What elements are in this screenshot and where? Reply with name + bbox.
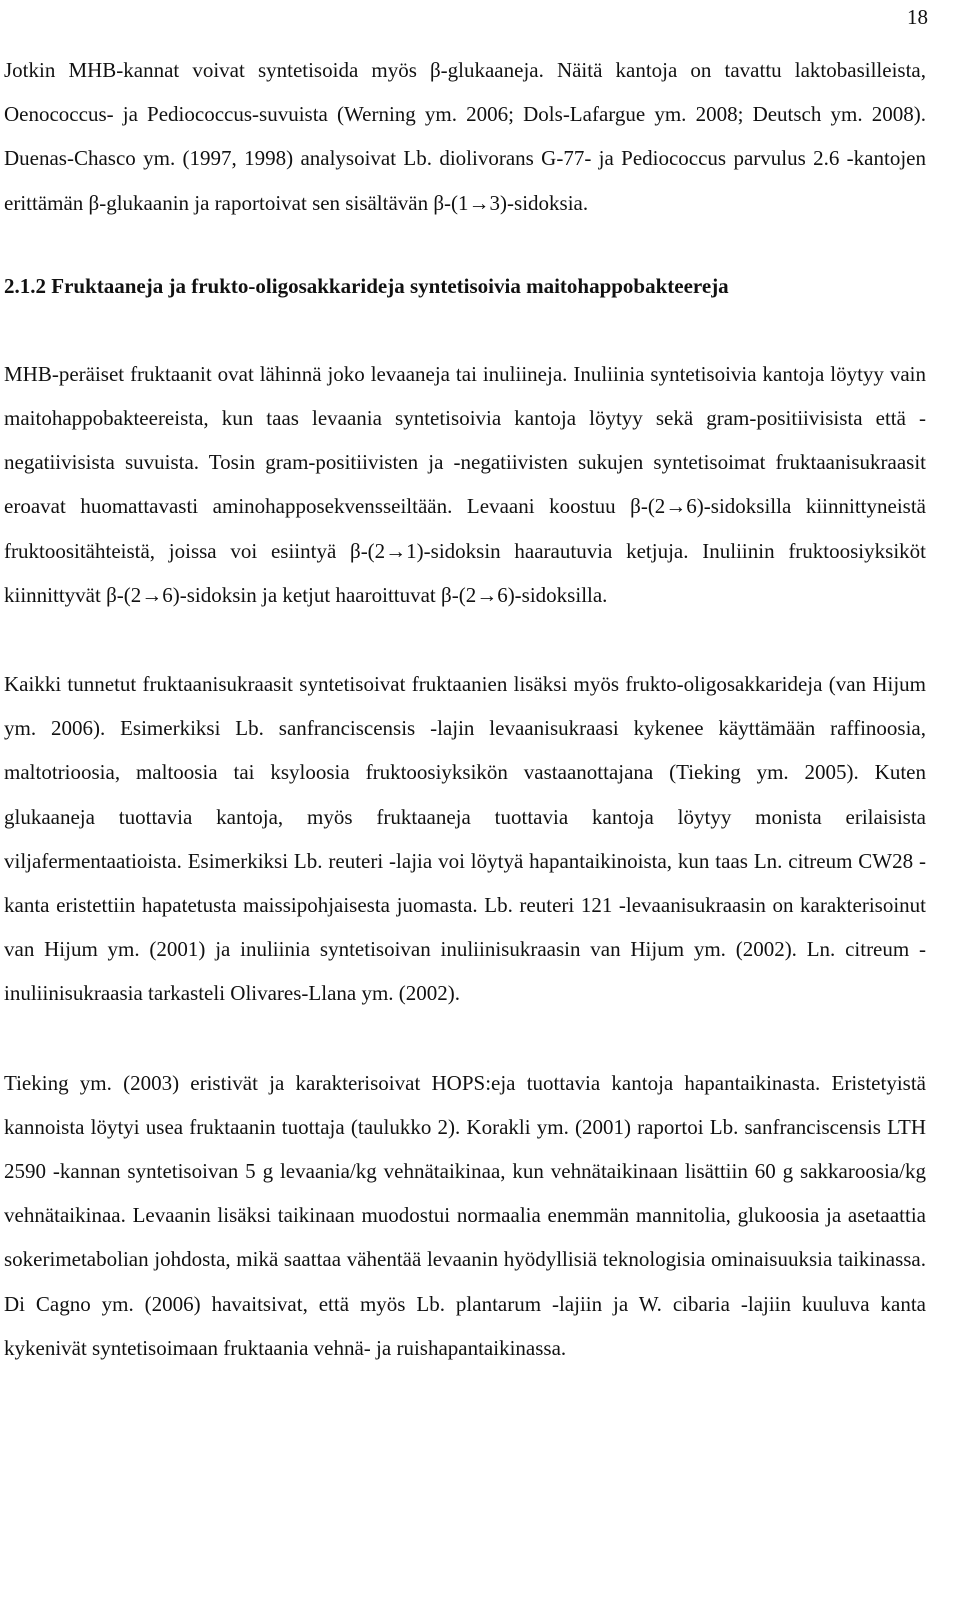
section-heading: 2.1.2 Fruktaaneja ja frukto-oligosakkarideja syntetisoivia maitohappobakteereja [4,273,729,298]
spacer [4,617,926,662]
document-body [4,48,926,1370]
paragraph-fructans: MHB-peräiset fruktaanit ovat lähinnä joko levaaneja tai inuliineja. Inuliinia syntetisoivia kantoja löytyy vain maitohappobakteereista, kun taas levaania syntetisoivia kantoja löytyy sekä gram-positiivisista että -negatiivisista suvuista. Tosin gram-positiivisten ja -negatiivisten sukujen syntetisoimat fruktaanisukraasit eroavat huomattavasti aminohapposekvensseiltään. Levaani koostuu β-(2→6)-sidoksilla kiinnittyneistä fruktoositähteistä, joissa voi esiintyä β-(2→1)-sidoksin haarautuvia ketjuja. Inuliinin fruktoosiyksiköt kiinnittyvät β-(2→6)-sidoksin ja ketjut haaroittuvat β-(2→6)-sidoksilla. [4,361,926,607]
spacer [4,225,926,264]
paragraph-beta-glucans: Jotkin MHB-kannat voivat syntetisoida myös β-glukaaneja. Näitä kantoja on tavattu laktobasilleista, Oenococcus- ja Pediococcus-suvuista (Werning ym. 2006; Dols-Lafargue ym. 2008; Deutsch ym. 2008). Duenas-Chasco ym. (1997, 1998) analysoivat Lb. diolivorans G-77- ja Pediococcus parvulus 2.6 -kantojen erittämän β-glukaanin ja raportoivat sen sisältävän β-(1→3)-sidoksia. [4,58,926,215]
spacer [4,1016,926,1061]
paragraph-fructansucrases: Kaikki tunnetut fruktaanisukraasit syntetisoivat fruktaanien lisäksi myös frukto-oligosakkarideja (van Hijum ym. 2006). Esimerkiksi Lb. sanfranciscensis -lajin levaanisukraasi kykenee käyttämään raffinoosia, maltotrioosia, maltoosia tai ksyloosia fruktoosiyksikön vastaanottajana (Tieking ym. 2005). Kuten glukaaneja tuottavia kantoja, myös fruktaaneja tuottavia kantoja löytyy monista erilaisista viljafermentaatioista. Esimerkiksi Lb. reuteri -lajia voi löytyä hapantaikinoista, kun taas Ln. citreum CW28 -kanta eristettiin hapatetusta maissipohjaisesta juomasta. Lb. reuteri 121 -levaanisukraasin on karakterisoinut van Hijum ym. (2001) ja inuliinia syntetisoivan inuliinisukraasin van Hijum ym. (2002). Ln. citreum -inuliinisukraasia tarkasteli Olivares-Llana ym. (2002). [4,672,926,1006]
spacer [4,308,926,352]
page-number: 18 [907,5,928,29]
paragraph-sourdough-strains: Tieking ym. (2003) eristivät ja karakterisoivat HOPS:eja tuottavia kantoja hapantaikinasta. Eristetyistä kannoista löytyi usea fruktaanin tuottaja (taulukko 2). Korakli ym. (2001) raportoi Lb. sanfranciscensis LTH 2590 -kannan syntetisoivan 5 g levaania/kg vehnätaikinaa, kun vehnätaikinaan lisättiin 60 g sakkaroosia/kg vehnätaikinaa. Levaanin lisäksi taikinaan muodostui normaalia enemmän mannitolia, glukoosia ja asetaattia sokerimetabolian johdosta, mikä saattaa vähentää levaanin hyödyllisiä teknologisia ominaisuuksia taikinassa. Di Cagno ym. (2006) havaitsivat, että myös Lb. plantarum -lajiin ja W. cibaria -lajiin kuuluva kanta kykenivät syntetisoimaan fruktaania vehnä- ja ruishapantaikinassa. [4,1070,926,1360]
